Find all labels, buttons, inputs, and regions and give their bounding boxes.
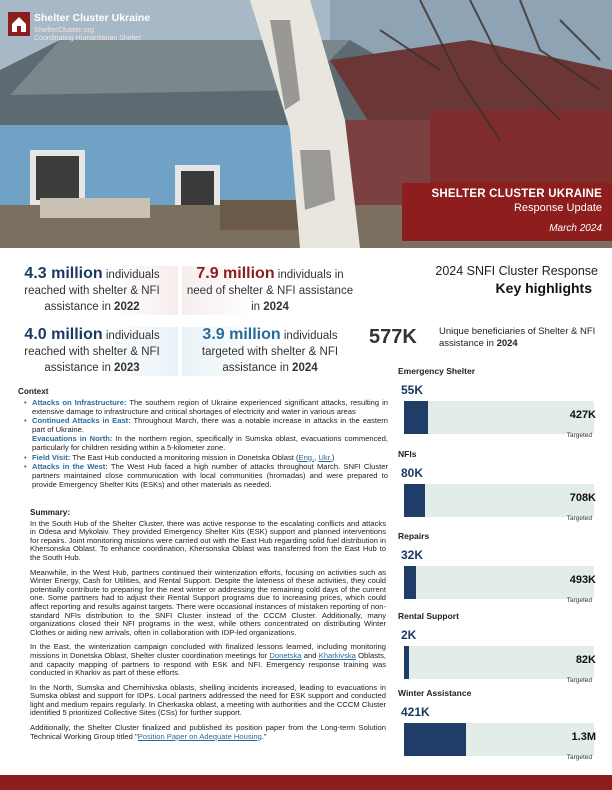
total-year: 2024	[496, 338, 518, 349]
stat-reached-2023	[6, 327, 178, 376]
targeted-label: Targeted	[566, 677, 592, 684]
bar-track	[404, 566, 594, 599]
category-label: Emergency Shelter	[398, 366, 476, 376]
stat-year: 2023	[114, 362, 140, 374]
list-item	[24, 454, 388, 463]
bar-group-winter-assistance	[396, 688, 606, 766]
list-item	[24, 417, 388, 452]
list-item	[24, 463, 388, 489]
bar-fill	[404, 723, 466, 756]
target-value: 427K	[569, 409, 596, 421]
item-subsection	[32, 435, 388, 453]
stat-value: 4.0 million	[24, 326, 103, 343]
bar-fill	[404, 646, 409, 679]
report-title-banner	[402, 183, 612, 241]
ukrainian-report-link[interactable]: Ukr.	[318, 452, 332, 462]
stat-value: 4.3 million	[24, 265, 103, 282]
house-logo-icon	[8, 12, 30, 36]
target-value: 708K	[569, 492, 596, 504]
paragraph-text: ."	[261, 731, 267, 741]
stat-value: 7.9 million	[196, 265, 275, 282]
bar-track	[404, 484, 594, 517]
stat-value: 3.9 million	[202, 326, 281, 343]
logo-title: Shelter Cluster Ukraine	[34, 12, 151, 24]
bar-fill	[404, 566, 416, 599]
summary-paragraph: Meanwhile, in the West Hub, partners continued their winterization efforts, focusing on activities such as Winter Energy, Cash for Utilities, and Rental Support. Despite the lateness of these activities, they could potentially contribute to preparing for the next winter or addressing the remaining cold days of the current one. Some partners had to adjust their Rental Support programs due to increasing prices, which could affect reporting and results against targets. There were occasional instances of mistaken reporting of non-standard NFIs distribution to the SNFI Cluster instead of the CCCM Cluster. Additionally, many organizations closed their NFI programs in the west, while others concentrated on distributing Winter Clothes or aiding new arrivals, often in collaboration with IDP-led organizations.	[30, 567, 386, 637]
stat-in-need-2024	[182, 266, 358, 315]
banner-date: March 2024	[549, 223, 602, 234]
targeted-label: Targeted	[566, 754, 592, 761]
reached-label: 80K	[401, 466, 424, 480]
link-separator: ,	[314, 452, 319, 462]
item-text: The East Hub conducted a monitoring mission in Donetska Oblast (	[72, 452, 299, 462]
stat-reached-2022	[6, 266, 178, 315]
reached-label: 421K	[401, 705, 430, 719]
reached-label: 32K	[401, 548, 424, 562]
bar-track	[404, 401, 594, 434]
reached-label: 2K	[401, 628, 417, 642]
category-label: Winter Assistance	[398, 688, 472, 698]
category-label: NFIs	[398, 449, 417, 459]
banner-title: SHELTER CLUSTER UKRAINE	[431, 188, 602, 200]
bar-group-nfis	[396, 449, 606, 527]
summary-paragraph: In the North, Sumska and Chernihivska oblasts, shelling incidents increased, leading to evacuations in Sumska oblast and support for IDPs. Local partners addressed the need for ESK support and conducted light and medium repairs regularly. In Cherkaska oblast, a meeting with authorities and the CCCM Cluster identified 5 prioritized Collective Sites (CSs) for further support.	[30, 682, 386, 718]
bar-fill	[404, 401, 428, 434]
summary-heading: Summary:	[30, 508, 71, 517]
stat-text: individuals targeted with shelter & NFI assistance in	[201, 330, 339, 374]
paragraph-text: In the East, the winterization campaign concluded with finalized lessons learned, including monitoring missions in Donetska Oblast, Shelter cluster coordination meetings for	[30, 642, 386, 660]
stat-year: 2024	[263, 301, 289, 313]
paragraph-text: Additionally, the Shelter Cluster finalized and published its position paper from the Long-term Solution Technical Working Group titled "	[30, 723, 386, 741]
item-text: Throughout March, there was a notable increase in attacks in the eastern part of Ukraine.	[32, 416, 389, 435]
kharkivska-link[interactable]: Kharkivska	[318, 650, 356, 660]
bar-track	[404, 646, 594, 679]
category-label: Rental Support	[398, 611, 459, 621]
target-value: 82K	[575, 654, 596, 666]
stat-targeted-2024	[182, 327, 358, 376]
item-end: )	[331, 452, 335, 462]
target-value: 1.3M	[571, 731, 596, 743]
stat-year: 2024	[292, 362, 318, 374]
reached-label: 55K	[401, 383, 424, 397]
item-text: The southern region of Ukraine experienced significant attacks, resulting in extensive damage to infrastructure and critical shortages of electricity and water in various areas	[32, 397, 388, 416]
summary-paragraph	[30, 724, 386, 741]
hero-image	[0, 0, 612, 248]
targeted-label: Targeted	[566, 597, 592, 604]
logo-tagline: Coordinating Humanitarian Shelter	[34, 35, 142, 42]
bar-track	[404, 723, 594, 756]
donetska-link[interactable]: Donetska	[269, 650, 302, 660]
item-label: Attacks on Infrastructure:	[32, 397, 127, 407]
bar-group-rental-support	[396, 611, 606, 689]
bar-group-repairs	[396, 531, 606, 609]
total-beneficiaries-value: 577K	[369, 326, 417, 348]
stat-text: individuals reached with shelter & NFI assistance in	[24, 330, 160, 374]
item-label: Field Visit:	[32, 452, 71, 462]
summary-paragraph	[30, 643, 386, 677]
shelter-cluster-logo	[8, 10, 198, 46]
summary-paragraph: In the South Hub of the Shelter Cluster, there was active response to the escalating conflicts and attacks in Odesa and Mykolaiv. They provided Emergency Shelter Kits (ESK) support and planned interventions for repairs. Joint monitoring missions were carried out with the East Hub regarding solid fuel distribution in Khersonska Oblast. To enhance coordination, Khersonska Oblast was transferred from the East Hub to the South Hub.	[30, 518, 386, 562]
banner-subtitle: Response Update	[513, 202, 602, 214]
footer-bar	[0, 775, 612, 790]
item-text: The West Hub faced a high number of attacks throughout March. SNFI Cluster partners maintained close communication with local communities (hromadas) and were prepared to provide Emergency Shelter Kits (ESKs) and other materials as needed.	[32, 462, 388, 489]
stat-text: individuals reached with shelter & NFI assistance in	[24, 269, 160, 313]
bar-fill	[404, 484, 425, 517]
total-beneficiaries-text	[439, 326, 599, 350]
total-text: Unique beneficiaries of Shelter & NFI assistance in	[439, 326, 596, 349]
item-sublabel: Evacuations in North:	[32, 433, 113, 443]
highlights-title: Key highlights	[495, 280, 592, 296]
targeted-label: Targeted	[566, 515, 592, 522]
logo-url: ShelterCluster.org	[34, 25, 95, 34]
position-paper-link[interactable]: Position Paper on Adequate Housing	[137, 731, 262, 741]
english-report-link[interactable]: Eng.	[298, 452, 315, 462]
category-label: Repairs	[398, 531, 430, 541]
stat-text: individuals in need of shelter & NFI assistance in	[186, 269, 354, 313]
bar-group-emergency-shelter	[396, 366, 606, 444]
context-heading: Context	[18, 387, 49, 396]
targeted-label: Targeted	[566, 432, 592, 439]
context-list	[24, 399, 388, 490]
stat-year: 2022	[114, 301, 140, 313]
context-section	[18, 388, 388, 491]
item-label: Attacks in the West:	[32, 462, 108, 472]
paragraph-text: Oblasts, and capacity mapping of partners to respond with ESK and NFI. Emergency response training was conducted in Kharkiv as part of these efforts.	[30, 650, 387, 678]
target-value: 493K	[569, 574, 596, 586]
item-label: Continued Attacks in East:	[32, 416, 131, 426]
paragraph-text: and	[301, 650, 319, 660]
summary-section	[30, 509, 386, 747]
list-item	[24, 399, 388, 417]
item-subtext: In the northern region, specifically in Sumska oblast, evacuations commenced, particularly for children residing within a 5-kilometer zone.	[32, 433, 388, 452]
highlights-subtitle: 2024 SNFI Cluster Response	[435, 264, 598, 278]
